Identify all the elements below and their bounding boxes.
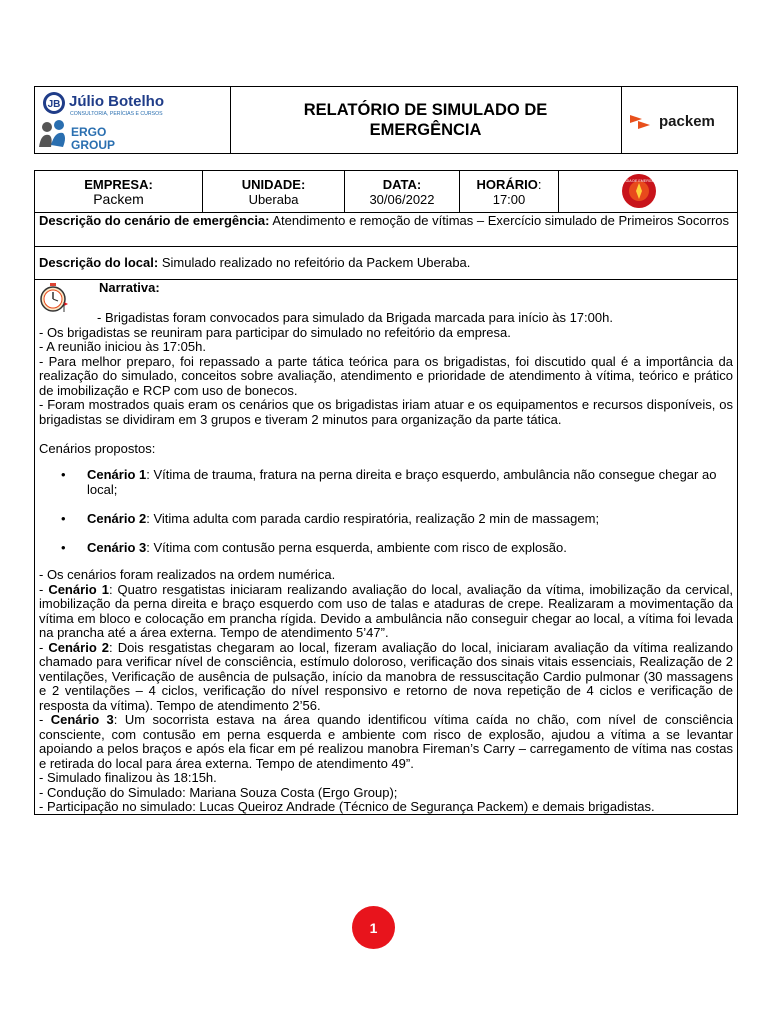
narrative-title: Narrativa: xyxy=(99,280,160,295)
narrative-p2: - Os brigadistas se reuniram para participar do simulado no refeitório da empresa. xyxy=(39,324,511,340)
brand-name: Júlio Botelho xyxy=(69,93,164,110)
horario-label: HORÁRIO xyxy=(476,177,538,192)
report-header xyxy=(34,86,738,154)
scenario-label: Descrição do cenário de emergência: xyxy=(39,213,270,228)
unidade-label: UNIDADE: xyxy=(241,177,306,192)
data-value: 30/06/2022 xyxy=(369,192,435,207)
narrative-p1: - Brigadistas foram convocados para simulado da Brigada marcada para início às 17:00h. xyxy=(97,310,613,325)
horario-cell xyxy=(460,171,559,212)
data-cell xyxy=(345,171,460,212)
packem-text: packem xyxy=(659,113,715,130)
location-description-row xyxy=(35,247,737,280)
scenarios-proposed-heading: Cenários propostos: xyxy=(39,440,156,456)
scenario-3-label: Cenário 3 xyxy=(50,712,114,727)
data-label: DATA: xyxy=(382,177,422,192)
narrative-p3: - A reunião iniciou às 17:05h. xyxy=(39,339,206,354)
empresa-cell xyxy=(35,171,203,212)
packem-logo xyxy=(628,109,732,133)
narrative-conductor: - Condução do Simulado: Mariana Souza Costa (Ergo Group); xyxy=(39,784,398,800)
badge-text: BRIGADA DE EMERGÊNCIA xyxy=(615,179,663,183)
scenario-item-label: Cenário 2 xyxy=(87,510,147,526)
horario-colon: : xyxy=(537,177,542,192)
brand-tagline: CONSULTORIA, PERÍCIAS E CURSOS xyxy=(70,111,163,117)
scenario-2-text: : Dois resgatistas chegaram ao local, fizeram avaliação do local, iniciaram avaliação da vítima realizando chamado para verificar nível de consciência, estímulo doloroso, verificação dos sinais vitais essenciais, Realização de 2 ventilações, Verificação de ausência de pulsação, início da manobra de ressuscitação Cardio pulmonar (30 massagens e 2 ventilações – 4 ciclos, verificação do nível responsivo e retorno de nova repetição de 4 ciclos e verificação de resposta da vítima). Tempo de atendimento 2’56. xyxy=(39,639,733,713)
page-number-badge: 1 xyxy=(352,906,395,949)
scenario-1-report: - Cenário 1: Quatro resgatistas iniciaram realizando avaliação do local, avaliação da vítima, imobilização da cervical, imobilização da perna direita e braço esquerdo com uso de talas e ataduras de crepe. Realizaram a movimentação da vítima em bloco e colocação em prancha rígida. Devido a ambulância não conseguir chegar ao local, a vítima foi levada na prancha até a área externa. Tempo de atendimento 5’47”. xyxy=(39,581,733,640)
scenario-1-label: Cenário 1 xyxy=(48,581,109,597)
scenario-item-label: Cenário 3 xyxy=(87,539,147,555)
scenario-description-row xyxy=(35,212,737,247)
brigada-badge-icon xyxy=(615,173,663,209)
list-item xyxy=(87,468,733,497)
scenario-2-report: - Cenário 2: Dois resgatistas chegaram ao local, fizeram avaliação do local, iniciaram avaliação da vítima realizando chamado para verificar nível de consciência, estímulo doloroso, verificação dos sinais vitais essenciais, Realização de 2 ventilações, Verificação de ausência de pulsação, início da manobra de ressuscitação Cardio pulmonar (30 massagens e 2 ventilações – 4 ciclos, verificação do nível responsivo e retorno de nova repetição de 4 ciclos e verificação de resposta da vítima). Tempo de atendimento 2’56. xyxy=(39,639,733,713)
narrative-section xyxy=(35,280,737,814)
scenario-2-label: Cenário 2 xyxy=(48,639,110,655)
unidade-value: Uberaba xyxy=(248,192,299,207)
packem-logo-cell xyxy=(622,87,737,153)
scenario-3-report: - Cenário 3: Um socorrista estava na área quando identificou vítima caída no chão, com nível de consciência consciente, com contusão em perna esquerda e ambiente com risco de explosão, ajudou a vítima a se levantar apoiando a pelos braços e após ela ficar em pé realizou manobra Fireman’s Carry – carregamento de vítima nas costas e retirada do local para área externa. Tempo de atendimento 49”. xyxy=(39,712,733,771)
location-text: Simulado realizado no refeitório da Packem Uberaba. xyxy=(158,255,471,270)
julio-botelho-logo xyxy=(41,89,221,119)
narrative-participants: - Participação no simulado: Lucas Queiroz Andrade (Técnico de Segurança Packem) e demais brigadistas. xyxy=(39,799,655,814)
scenario-item-label: Cenário 1 xyxy=(87,467,147,482)
scenario-3-text: : Um socorrista estava na área quando identificou vítima caída no chão, com nível de consciência consciente, com contusão em perna esquerda e ambiente com risco de explosão, ajudou a vítima a se levantar apoiando a pelos braços e após ela ficar em pé realizou manobra Fireman’s Carry – carregamento de vítima nas costas e retirada do local para área externa. Tempo de atendimento 49”. xyxy=(39,712,733,771)
ergo-group-logo xyxy=(37,117,157,153)
group-text: GROUP xyxy=(71,138,116,152)
location-label: Descrição do local: xyxy=(39,255,159,270)
narrative-p4: - Para melhor preparo, foi repassado a parte tática teórica para os brigadistas, foi discutido qual é a importância da realização do simulado, conceitos sobre avaliação, atendimento e prioridade de atendimento à vítima, teórico e prático de imobilização e RCP com uso de bonecos. xyxy=(39,353,733,398)
scenario-list xyxy=(39,468,733,555)
unidade-cell xyxy=(203,171,345,212)
empresa-label: EMPRESA: xyxy=(84,177,153,192)
header-logo-cell xyxy=(35,87,231,153)
scenario-text: Atendimento e remoção de vítimas – Exercício simulado de Primeiros Socorros xyxy=(269,213,730,228)
scenario-1-text: : Quatro resgatistas iniciaram realizando avaliação do local, avaliação da vítima, imobilização da cervical, imobilização da perna direita e braço esquerdo com uso de talas e ataduras de crepe. Realizaram a movimentação da vítima em bloco e colocação em prancha rígida. Devido a ambulância não conseguir chegar ao local, a vítima foi levada na prancha até a área externa. Tempo de atendimento 5’47”. xyxy=(39,581,733,640)
title-line-2: EMERGÊNCIA xyxy=(369,121,482,139)
list-item xyxy=(87,512,733,527)
scenario-item-text: : Vitima adulta com parada cardio respiratória, realização 2 min de massagem; xyxy=(146,510,600,526)
horario-value: 17:00 xyxy=(492,192,526,207)
svg-text:JB: JB xyxy=(47,99,61,110)
stopwatch-icon xyxy=(37,282,71,314)
narrative-order-note: - Os cenários foram realizados na ordem numérica. xyxy=(39,567,336,582)
narrative-p5: - Foram mostrados quais eram os cenários que os brigadistas iriam atuar e os equipamentos e recursos disponíveis, os brigadistas se dividiram em 3 grupos e tiveram 2 minutos para organização da parte tática. xyxy=(39,397,733,427)
narrative-end-time: - Simulado finalizou às 18:15h. xyxy=(39,770,217,785)
brigada-badge-cell xyxy=(559,171,737,212)
scenario-item-text: : Vítima com contusão perna esquerda, ambiente com risco de explosão. xyxy=(146,539,567,555)
info-row xyxy=(35,171,737,213)
report-title xyxy=(230,87,622,153)
ergo-text: ERGO xyxy=(71,125,107,139)
empresa-value: Packem xyxy=(93,191,144,207)
title-line-1: RELATÓRIO DE SIMULADO DE xyxy=(303,101,548,119)
list-item xyxy=(87,541,733,556)
report-body xyxy=(34,170,738,815)
scenario-item-text: : Vítima de trauma, fratura na perna direita e braço esquerdo, ambulância não consegue chegar ao local; xyxy=(87,467,717,497)
